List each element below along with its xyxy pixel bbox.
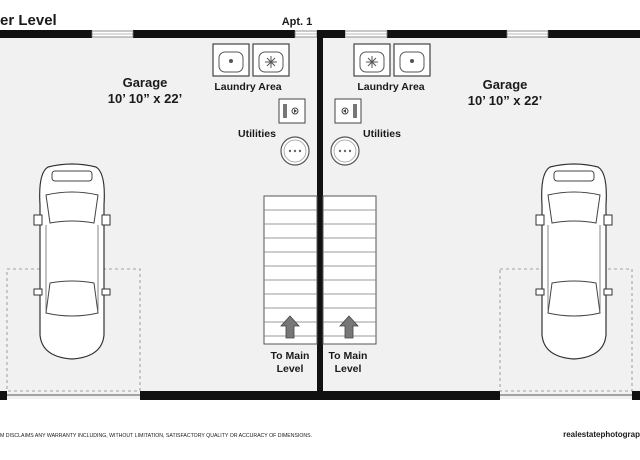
- brand-text: realestatephotograp: [563, 430, 640, 439]
- laundry-left-label: Laundry Area: [214, 81, 282, 93]
- window-top-left: [92, 31, 133, 37]
- garage-right-dims: 10’ 10” x 22’: [467, 93, 543, 108]
- garage-left-dims: 10’ 10” x 22’: [107, 91, 183, 106]
- stairs-right-line1: To Main: [328, 350, 368, 362]
- electrical-panel-left: [279, 99, 305, 123]
- garage-left-name: Garage: [122, 75, 168, 90]
- stairs-left-line2: Level: [276, 363, 304, 375]
- car-right: [536, 164, 612, 359]
- electrical-panel-right: [335, 99, 361, 123]
- window-top-center-left: [295, 31, 317, 37]
- center-wall: [317, 38, 323, 399]
- dryer-left: [253, 44, 289, 76]
- unit-label: Apt. 1: [281, 16, 313, 28]
- water-heater-right: [331, 137, 359, 165]
- laundry-right-label: Laundry Area: [357, 81, 425, 93]
- window-top-right: [507, 31, 548, 37]
- utilities-right-label: Utilities: [363, 128, 401, 140]
- dryer-right: [354, 44, 390, 76]
- garage-right-name: Garage: [482, 77, 528, 92]
- car-left: [34, 164, 110, 359]
- water-heater-left: [281, 137, 309, 165]
- floor-title: er Level: [0, 12, 57, 29]
- washer-right: [394, 44, 430, 76]
- window-top-center-right: [345, 31, 387, 37]
- disclaimer-text: M DISCLAIMS ANY WARRANTY INCLUDING, WITHOUT LIMITATION, SATISFACTORY QUALITY OR ACCURACY OF DIMENSIONS.: [0, 433, 313, 439]
- washer-left: [213, 44, 249, 76]
- stairs-right-line2: Level: [334, 363, 362, 375]
- utilities-left-label: Utilities: [238, 128, 276, 140]
- stairs-left-line1: To Main: [270, 350, 310, 362]
